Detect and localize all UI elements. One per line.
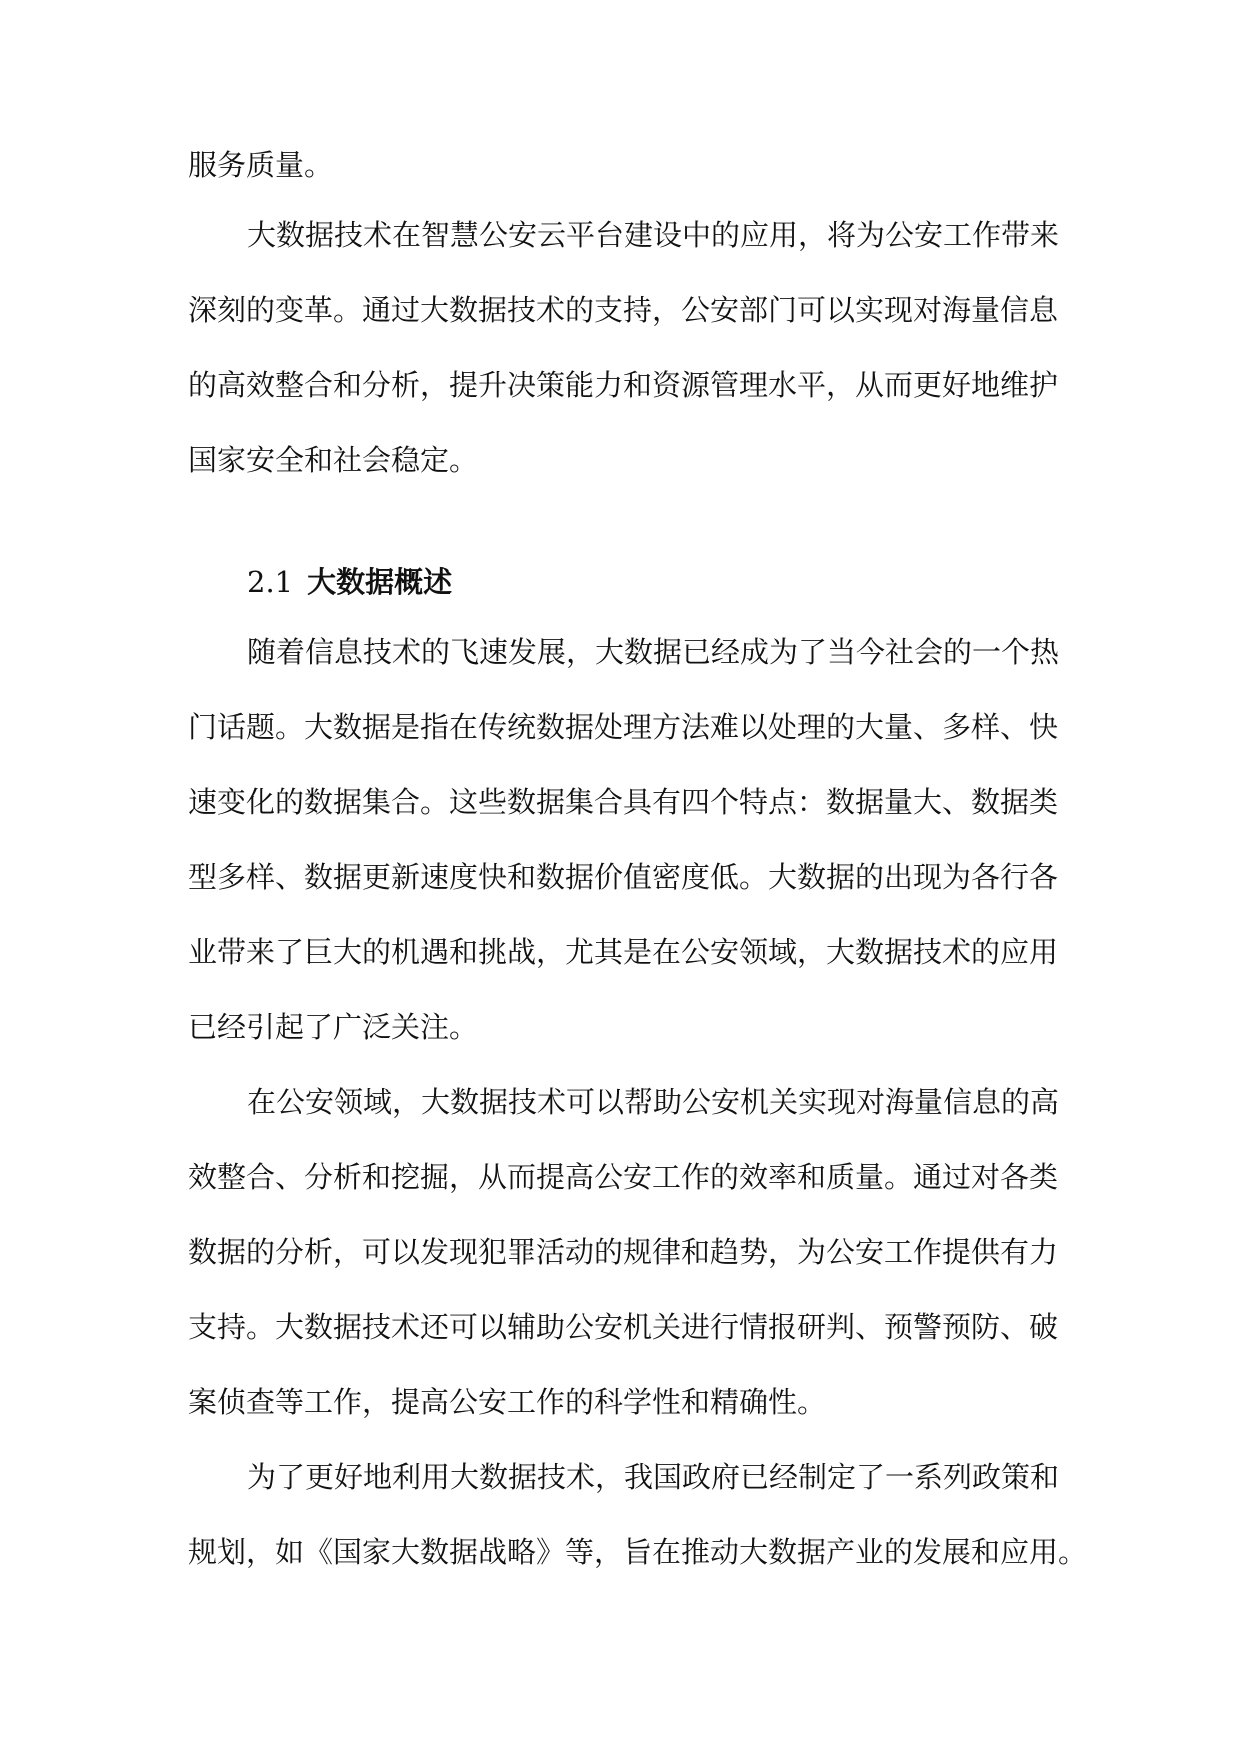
text-line: 数据的分析，可以发现犯罪活动的规律和趋势，为公安工作提供有力: [188, 1235, 1059, 1269]
text-line: 的高效整合和分析，提升决策能力和资源管理水平，从而更好地维护: [188, 368, 1059, 402]
text-line: 为了更好地利用大数据技术，我国政府已经制定了一系列政策和: [247, 1460, 1060, 1494]
text-line: 门话题。大数据是指在传统数据处理方法难以处理的大量、多样、快: [188, 710, 1059, 744]
section-number: 2.1: [247, 565, 294, 599]
text-line: 规划，如《国家大数据战略》等，旨在推动大数据产业的发展和应用。: [188, 1535, 1088, 1569]
text-line: 型多样、数据更新速度快和数据价值密度低。大数据的出现为各行各: [188, 860, 1059, 894]
text-line: 业带来了巨大的机遇和挑战，尤其是在公安领域，大数据技术的应用: [188, 935, 1059, 969]
text-line: 速变化的数据集合。这些数据集合具有四个特点：数据量大、数据类: [188, 785, 1059, 819]
section-title: 大数据概述: [307, 565, 453, 599]
text-line: 深刻的变革。通过大数据技术的支持，公安部门可以实现对海量信息: [188, 293, 1059, 327]
text-line: 在公安领域，大数据技术可以帮助公安机关实现对海量信息的高: [247, 1085, 1060, 1119]
section-heading: [247, 562, 452, 602]
text-line: 国家安全和社会稳定。: [188, 443, 479, 477]
text-line: 支持。大数据技术还可以辅助公安机关进行情报研判、预警预防、破: [188, 1310, 1059, 1344]
text-line: 服务质量。: [188, 148, 334, 182]
text-line: 大数据技术在智慧公安云平台建设中的应用，将为公安工作带来: [247, 218, 1060, 252]
text-line: 随着信息技术的飞速发展，大数据已经成为了当今社会的一个热: [247, 635, 1060, 669]
text-line: 案侦查等工作，提高公安工作的科学性和精确性。: [188, 1385, 827, 1419]
text-line: 效整合、分析和挖掘，从而提高公安工作的效率和质量。通过对各类: [188, 1160, 1059, 1194]
text-line: 已经引起了广泛关注。: [188, 1010, 479, 1044]
